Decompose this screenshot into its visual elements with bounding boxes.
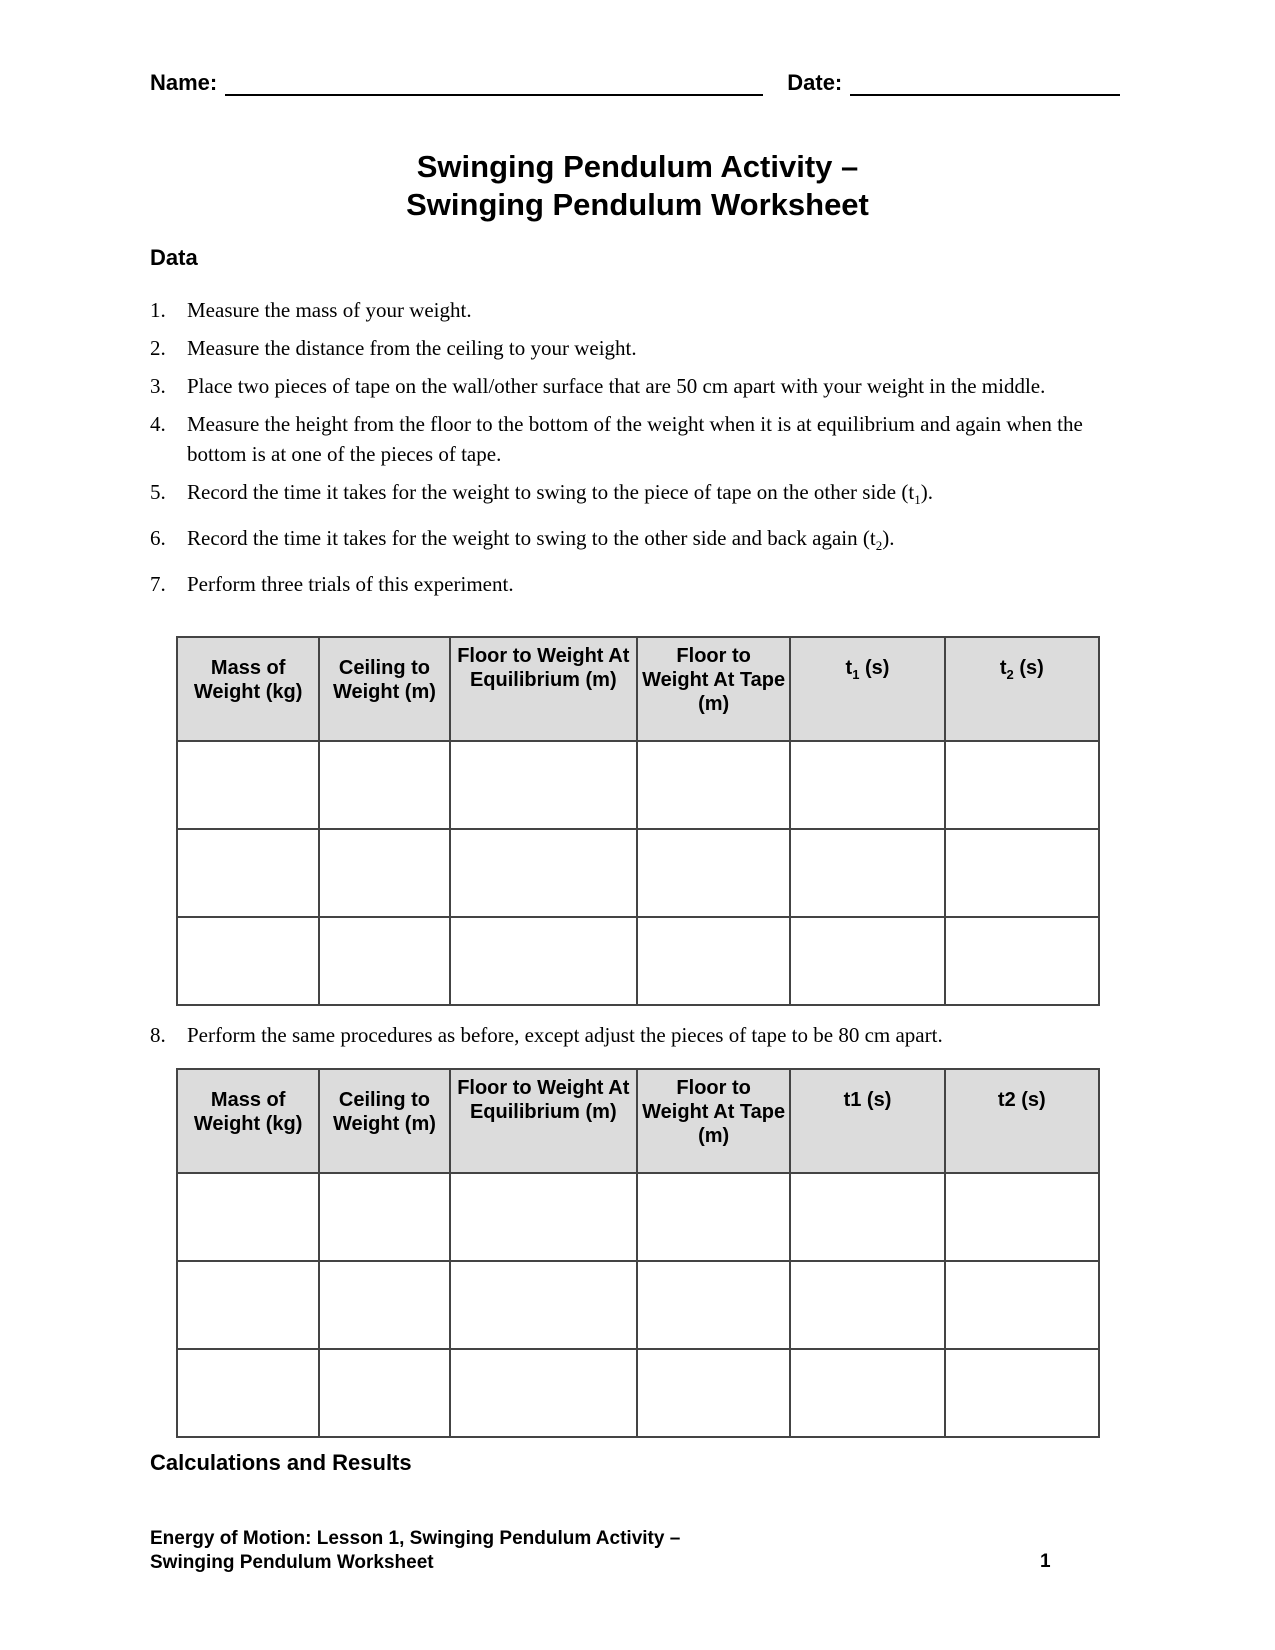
name-date-header <box>150 70 1130 96</box>
col-header-mass: Mass of Weight (kg) <box>177 1069 319 1173</box>
date-label: Date: <box>787 70 843 95</box>
step-number: 7. <box>150 572 166 597</box>
table-cell[interactable] <box>177 1349 319 1437</box>
list-item <box>150 569 1100 599</box>
calculations-heading: Calculations and Results <box>150 1450 412 1475</box>
table-cell[interactable] <box>319 741 449 829</box>
list-item <box>150 523 1100 561</box>
table-cell[interactable] <box>319 1261 449 1349</box>
list-item <box>150 295 1100 325</box>
table-row <box>177 1173 1099 1261</box>
table-cell[interactable] <box>790 741 944 829</box>
col-header-t2: t2 (s) <box>945 1069 1099 1173</box>
col-header-floor-tape: Floor to Weight At Tape (m) <box>637 1069 790 1173</box>
table-cell[interactable] <box>319 1173 449 1261</box>
table-row <box>177 741 1099 829</box>
table-row <box>177 1261 1099 1349</box>
step-text: Record the time it takes for the weight to swing to the other side and back again $(t_2)$. <box>187 526 895 554</box>
data-table-80cm <box>176 1068 1100 1438</box>
table-header-row <box>177 1069 1099 1173</box>
table-cell[interactable] <box>319 1349 449 1437</box>
step-number: 2. <box>150 336 166 360</box>
step-text: Measure the mass of your weight. <box>187 298 472 322</box>
table-row <box>177 1349 1099 1437</box>
table-cell[interactable] <box>637 1173 790 1261</box>
step-number: 3. <box>150 374 166 398</box>
table-cell[interactable] <box>945 1261 1099 1349</box>
title-line-1: Swinging Pendulum Activity – <box>416 149 859 184</box>
table-cell[interactable] <box>450 741 637 829</box>
table-cell[interactable] <box>177 1173 319 1261</box>
table-header-row <box>177 637 1099 741</box>
table-cell[interactable] <box>945 1349 1099 1437</box>
col-header-t1: $t_1$ (s) <box>790 637 944 741</box>
col-header-t1: t1 (s) <box>790 1069 944 1173</box>
table-cell[interactable] <box>177 917 319 1005</box>
table-cell[interactable] <box>945 1173 1099 1261</box>
table-cell[interactable] <box>450 1349 637 1437</box>
col-header-t2: $t_2$ (s) <box>945 637 1099 741</box>
footer-line-1: Energy of Motion: Lesson 1, Swinging Pendulum Activity – <box>150 1528 681 1549</box>
step-number: 8. <box>150 1023 166 1047</box>
col-header-mass: Mass of Weight (kg) <box>177 637 319 741</box>
procedure-steps <box>150 295 1100 607</box>
col-header-floor-tape: Floor to Weight At Tape (m) <box>637 637 790 741</box>
table-cell[interactable] <box>790 1261 944 1349</box>
step-text: Perform the same procedures as before, except adjust the pieces of tape to be 80 cm apart. <box>187 1023 943 1047</box>
table-cell[interactable] <box>790 829 944 917</box>
table-cell[interactable] <box>450 1261 637 1349</box>
col-header-floor-equilibrium: Floor to Weight At Equilibrium (m) <box>450 637 637 741</box>
table-cell[interactable] <box>790 917 944 1005</box>
step-number: 6. <box>150 526 166 551</box>
table-cell[interactable] <box>450 1173 637 1261</box>
table-cell[interactable] <box>450 917 637 1005</box>
step-text: Measure the distance from the ceiling to your weight. <box>187 336 637 360</box>
page-number: 1 <box>1040 1551 1051 1572</box>
step-number: 4. <box>150 412 166 436</box>
title-line-2: Swinging Pendulum Worksheet <box>406 187 869 222</box>
list-item <box>150 477 1100 515</box>
step-number: 5. <box>150 480 166 504</box>
table-cell[interactable] <box>177 741 319 829</box>
step-text: Place two pieces of tape on the wall/other surface that are 50 cm apart with your weight in the middle. <box>187 374 1046 398</box>
col-header-ceiling: Ceiling to Weight (m) <box>319 1069 449 1173</box>
date-field[interactable] <box>850 70 1120 96</box>
table-cell[interactable] <box>945 917 1099 1005</box>
name-field[interactable] <box>225 70 763 96</box>
step-text: Measure the height from the floor to the bottom of the weight when it is at equilibrium and again when the bottom is at one of the pieces of tape. <box>187 412 1083 466</box>
data-table-50cm <box>176 636 1100 1006</box>
step-text: Record the time it takes for the weight to swing to the piece of tape on the other side $(t_1)$. <box>187 480 933 508</box>
table-cell[interactable] <box>177 1261 319 1349</box>
table-cell[interactable] <box>637 1349 790 1437</box>
list-item <box>150 371 1100 401</box>
col-header-floor-equilibrium: Floor to Weight At Equilibrium (m) <box>450 1069 637 1173</box>
table-cell[interactable] <box>450 829 637 917</box>
list-item <box>150 333 1100 363</box>
step-text: Perform three trials of this experiment. <box>187 572 514 597</box>
name-label: Name: <box>150 70 218 95</box>
table-row <box>177 917 1099 1005</box>
footer-line-2: Swinging Pendulum Worksheet <box>150 1552 434 1573</box>
data-heading: Data <box>150 245 198 270</box>
table-cell[interactable] <box>637 829 790 917</box>
list-item <box>150 409 1100 469</box>
page-footer <box>150 1527 680 1575</box>
table-cell[interactable] <box>637 1261 790 1349</box>
step-8 <box>150 1020 1100 1050</box>
table-cell[interactable] <box>790 1349 944 1437</box>
table-cell[interactable] <box>945 741 1099 829</box>
table-row <box>177 829 1099 917</box>
table-cell[interactable] <box>637 741 790 829</box>
step-number: 1. <box>150 298 166 322</box>
table-cell[interactable] <box>319 917 449 1005</box>
table-cell[interactable] <box>319 829 449 917</box>
page-title <box>0 148 1275 224</box>
table-cell[interactable] <box>790 1173 944 1261</box>
col-header-ceiling: Ceiling to Weight (m) <box>319 637 449 741</box>
table-cell[interactable] <box>945 829 1099 917</box>
table-cell[interactable] <box>637 917 790 1005</box>
table-cell[interactable] <box>177 829 319 917</box>
